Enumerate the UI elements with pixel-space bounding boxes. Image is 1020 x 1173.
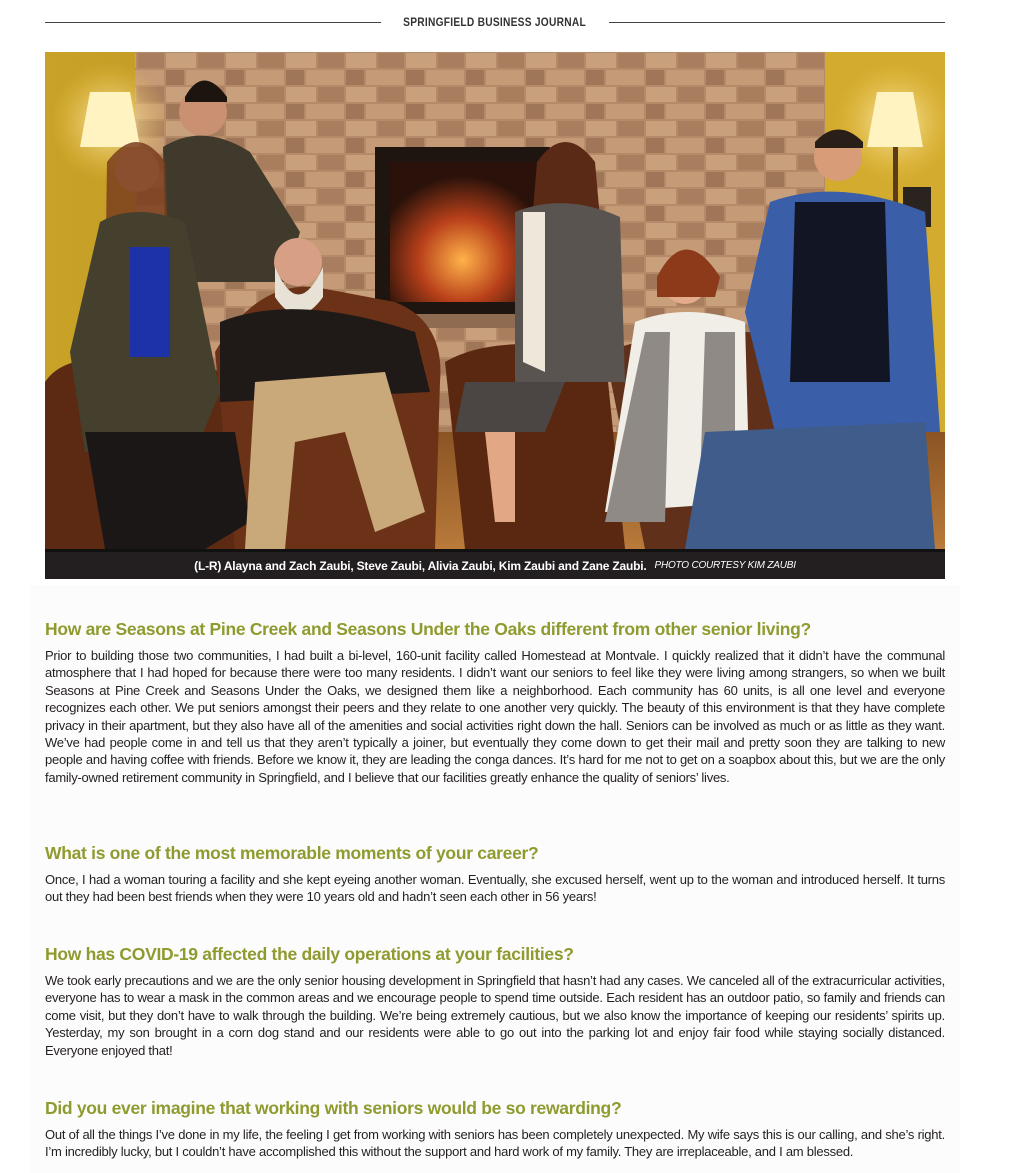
family-photo xyxy=(45,52,945,549)
question-heading: Did you ever imagine that working with seniors would be so rewarding? xyxy=(45,1098,622,1118)
photo-caption-bar xyxy=(45,549,945,579)
photo-credit: PHOTO COURTESY KIM ZAUBI xyxy=(654,560,796,571)
qa-section xyxy=(45,1098,945,1161)
masthead-rule-right xyxy=(609,22,945,23)
question-heading: How has COVID-19 affected the daily operations at your facilities? xyxy=(45,944,574,964)
question-heading: What is one of the most memorable moments of your career? xyxy=(45,843,539,863)
publication-title: SPRINGFIELD BUSINESS JOURNAL xyxy=(403,15,587,29)
qa-section xyxy=(45,843,945,906)
qa-section xyxy=(45,944,945,1059)
answer-paragraph: We took early precautions and we are the only senior housing development in Springfield that hasn’t had any cases. We canceled all of the extracurricular activities, everyone has to wear a mask in the common areas and we encourage people to spend time outside. Each resident has an outdoor patio, so family and friends can come visit, but they don’t have to walk through the building. We’re being extremely cautious, but we also know the importance of keeping our residents’ spirits up. Yesterday, my son brought in a corn dog stand and our residents were able to go out into the parking lot and enjoy fair food while staying socially distanced. Everyone enjoyed that! xyxy=(45,973,945,1058)
answer-paragraph: Out of all the things I’ve done in my life, the feeling I get from working with seniors has been completely unexpected. My wife says this is our calling, and she’s right. I’m incredibly lucky, but I couldn’t have accomplished this without the support and hard work of my family. They are irreplaceable, and I am blessed. xyxy=(45,1127,945,1160)
masthead xyxy=(45,12,945,32)
question-heading: How are Seasons at Pine Creek and Seasons Under the Oaks different from other senior living? xyxy=(45,619,811,639)
masthead-rule-left xyxy=(45,22,381,23)
answer-paragraph: Once, I had a woman touring a facility and she kept eyeing another woman. Eventually, she excused herself, went up to the woman and introduced herself. It turns out they had been best friends when they were 10 years old and hadn’t seen each other in 56 years! xyxy=(45,872,945,905)
answer-paragraph: Prior to building those two communities, I had built a bi-level, 160-unit facility called Homestead at Montvale. I quickly realized that it didn’t have the communal atmosphere that I had hoped for because there were too many residents. I didn’t want our seniors to feel like they were living among strangers, so when we built Seasons at Pine Creek and Seasons Under the Oaks, we designed them like a neighborhood. Each community has 60 units, is all one level and everyone recognizes each other. We put seniors amongst their peers and they relate to one another very quickly. The beauty of this environment is that they have complete privacy in their apartment, but they also have all of the amenities and social activities right down the hall. Seniors can be involved as much or as little as they want. We’ve had people come in and tell us that they aren’t typically a joiner, but eventually they come down to get their mail and pretty soon they are talking to new people and having coffee with friends. Before we know it, they are leading the conga dances. It’s hard for me not to get on a soapbox about this, but we are the only family-owned retirement community in Springfield, and I believe that our facilities greatly enhance the quality of seniors’ lives. xyxy=(45,648,945,785)
photo-caption: (L-R) Alayna and Zach Zaubi, Steve Zaubi, Alivia Zaubi, Kim Zaubi and Zane Zaubi. xyxy=(194,558,647,573)
article-body xyxy=(30,585,960,1173)
qa-section xyxy=(45,619,945,786)
